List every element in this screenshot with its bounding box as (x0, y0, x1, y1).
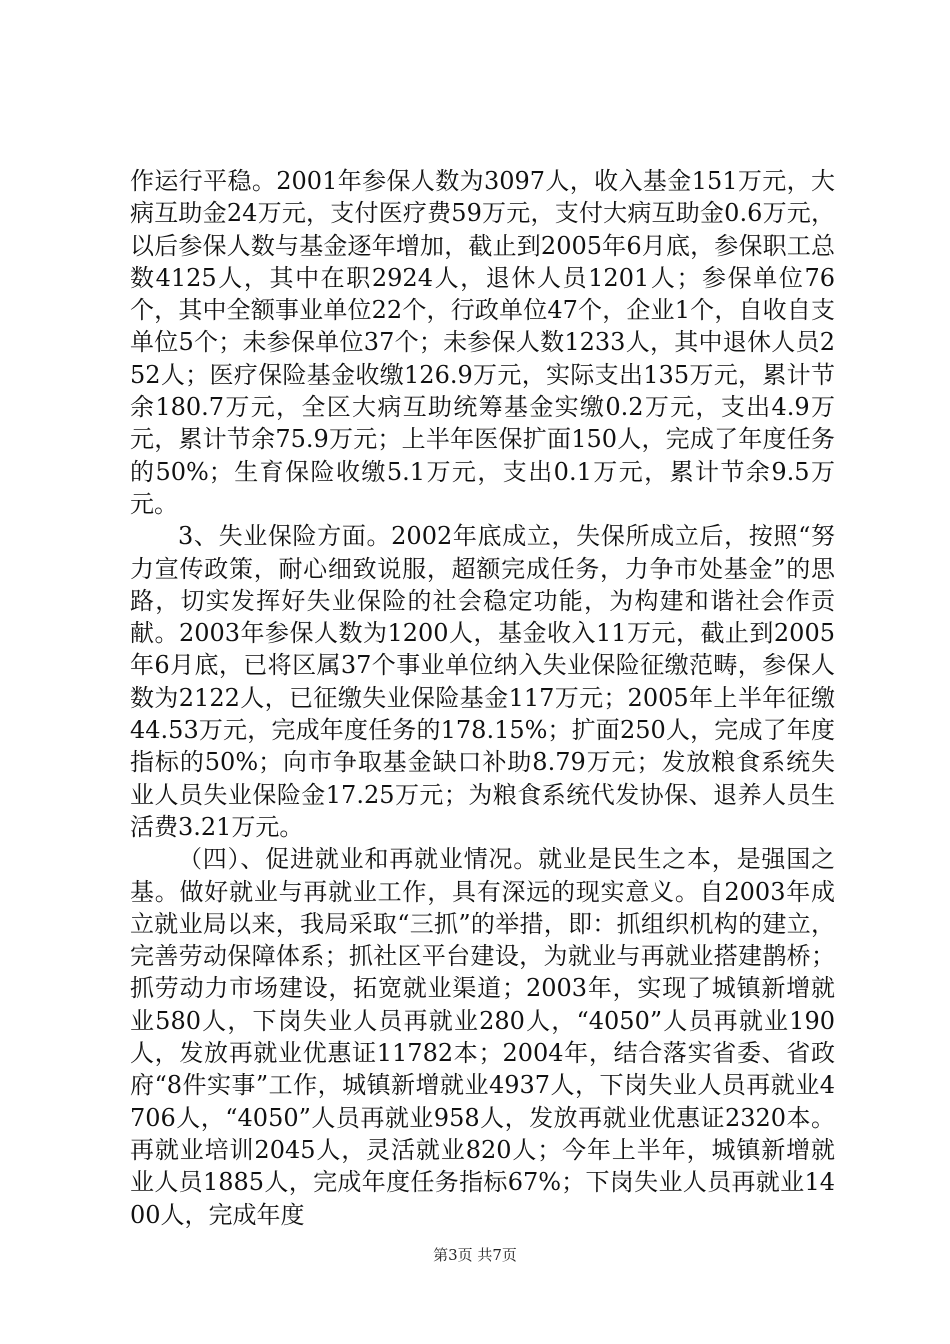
paragraph-employment: （四）、促进就业和再就业情况。就业是民生之本，是强国之基。做好就业与再就业工作，具有深远的现实意义。自2003年成立就业局以来，我局采取“三抓”的举措，即：抓组织机构的建立，完善劳动保障体系；抓社区平台建设，为就业与再就业搭建鹊桥；抓劳动力市场建设，拓宽就业渠道；2003年，实现了城镇新增就业580人，下岗失业人员再就业280人，“4050”人员再就业190人，发放再就业优惠证11782本；2004年，结合落实省委、省政府“8件实事”工作，城镇新增就业4937人，下岗失业人员再就业4706人，“4050”人员再就业958人，发放再就业优惠证2320本。再就业培训2045人，灵活就业820人；今年上半年，城镇新增就业人员1885人，完成年度任务指标67%；下岗失业人员再就业1400人，完成年度 (130, 845, 835, 1229)
paragraph-medical-insurance: 作运行平稳。2001年参保人数为3097人，收入基金151万元，大病互助金24万元，支付医疗费59万元，支付大病互助金0.6万元，以后参保人数与基金逐年增加，截止到2005年6月底，参保职工总数4125人，其中在职2924人，退休人员1201人；参保单位76个，其中全额事业单位22个，行政单位47个，企业1个，自收自支单位5个；未参保单位37个；未参保人数1233人，其中退休人员252人；医疗保险基金收缴126.9万元，实际支出135万元，累计节余180.7万元，全区大病互助统筹基金实缴0.2万元，支出4.9万元，累计节余75.9万元；上半年医保扩面150人，完成了年度任务的50%；生育保险收缴5.1万元，支出0.1万元，累计节余9.5万元。 (130, 167, 835, 518)
paragraph-unemployment-insurance: 3、失业保险方面。2002年底成立，失保所成立后，按照“努力宣传政策，耐心细致说服，超额完成任务，力争市处基金”的思路，切实发挥好失业保险的社会稳定功能，为构建和谐社会作贡献。2003年参保人数为1200人，基金收入11万元，截止到2005年6月底，已将区属37个事业单位纳入失业保险征缴范畴，参保人数为2122人，已征缴失业保险基金117万元；2005年上半年征缴44.53万元，完成年度任务的178.15%；扩面250人，完成了年度指标的50%；向市争取基金缺口补助8.79万元；发放粮食系统失业人员失业保险金17.25万元；为粮食系统代发协保、退养人员生活费3.21万元。 (130, 522, 835, 841)
document-body (130, 165, 835, 1231)
page-number-footer: 第3页 共7页 (433, 1246, 517, 1264)
